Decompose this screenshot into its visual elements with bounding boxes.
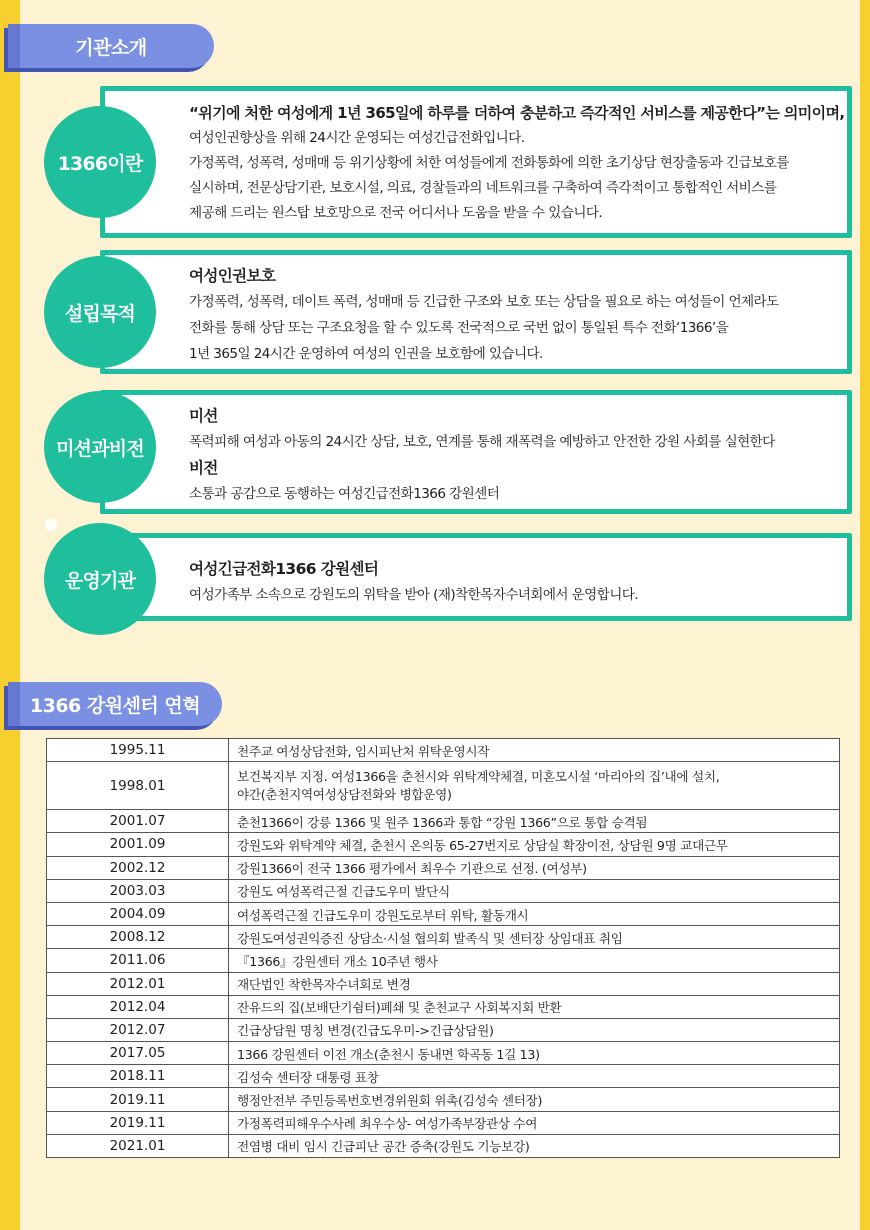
mission-text: 폭력피해 여성과 아동의 24시간 상담, 보호, 연계를 통해 재폭력을 예방하고 안전한 강원 사회를 실현한다: [189, 434, 775, 450]
history-description: 천주교 여성상담전화, 임시피난처 위탁운영시작: [229, 739, 840, 762]
history-description: 가정폭력피해우수사례 최우수상- 여성가족부장관상 수여: [229, 1111, 840, 1134]
history-description: 강원1366이 전국 1366 평가에서 최우수 기관으로 선정. (여성부): [229, 856, 840, 879]
history-row: [47, 739, 840, 762]
history-row: [47, 1111, 840, 1134]
history-row: [47, 1018, 840, 1041]
history-date: 2012.04: [47, 995, 229, 1018]
history-row: [47, 995, 840, 1018]
history-row: [47, 972, 840, 995]
history-row: [47, 879, 840, 902]
history-row: [47, 1088, 840, 1111]
history-description: 춘천1366이 강릉 1366 및 원주 1366과 통합 “강원 1366”으로 통합 승격됨: [229, 810, 840, 833]
history-date: 2002.12: [47, 856, 229, 879]
history-table: [46, 738, 840, 1158]
about-lead-line: “위기에 처한 여성에게 1년 365일에 하루를 더하여 충분하고 즉각적인 서비스를 제공한다”는 의미이며,: [189, 104, 845, 122]
history-date: 2012.07: [47, 1018, 229, 1041]
mission-vision-circle-label: 미션과비전: [44, 391, 156, 503]
history-date: 2018.11: [47, 1065, 229, 1088]
section-tab-history-label: 1366 강원센터 연혁: [29, 694, 201, 717]
mission-heading: 미션: [189, 407, 218, 425]
history-row: [47, 926, 840, 949]
operator-text: 여성가족부 소속으로 강원도의 위탁을 받아 (재)착한목자수녀회에서 운영합니다.: [189, 587, 638, 603]
purpose-line: 1년 365일 24시간 운영하여 여성의 인권을 보호함에 있습니다.: [189, 346, 543, 362]
section-tab-intro: [8, 24, 214, 68]
left-side-bar: [0, 0, 20, 1230]
history-description: 강원도여성권익증진 상담소·시설 협의회 발족식 및 센터장 상임대표 취임: [229, 926, 840, 949]
history-date: 2019.11: [47, 1088, 229, 1111]
history-description: 재단법인 착한목자수녀회로 변경: [229, 972, 840, 995]
intro-box-mission-vision: [100, 390, 852, 514]
history-description: 행정안전부 주민등록번호변경위원회 위촉(김성숙 센터장): [229, 1088, 840, 1111]
purpose-circle-label: 설립목적: [44, 256, 156, 368]
about-line: 제공해 드리는 원스탑 보호망으로 전국 어디서나 도움을 받을 수 있습니다.: [189, 205, 603, 221]
about-line: 실시하며, 전문상담기관, 보호시설, 의료, 경찰들과의 네트워크를 구축하여 즉각적이고 통합적인 서비스를: [189, 180, 777, 196]
history-date: 2001.07: [47, 810, 229, 833]
operator-circle-label: 운영기관: [44, 523, 156, 635]
about-line: 여성인권향상을 위해 24시간 운영되는 여성긴급전화입니다.: [189, 130, 525, 146]
history-date: 2004.09: [47, 902, 229, 925]
history-row: [47, 902, 840, 925]
history-date: 1995.11: [47, 739, 229, 762]
history-row: [47, 949, 840, 972]
vision-heading: 비전: [189, 459, 218, 477]
history-description: 강원도와 위탁계약 체결, 춘천시 온의동 65-27번지로 상담실 확장이전, 상담원 9명 교대근무: [229, 833, 840, 856]
decorative-dot: [45, 519, 57, 531]
history-description: 여성폭력근절 긴급도우미 강원도로부터 위탁, 활동개시: [229, 902, 840, 925]
history-row: [47, 810, 840, 833]
history-row: [47, 762, 840, 810]
purpose-line: 가정폭력, 성폭력, 데이트 폭력, 성매매 등 긴급한 구조와 보호 또는 상담을 필요로 하는 여성들이 언제라도: [189, 294, 779, 310]
history-date: 2021.01: [47, 1134, 229, 1157]
history-description: 강원도 여성폭력근절 긴급도우미 발단식: [229, 879, 840, 902]
purpose-line: 전화를 통해 상담 또는 구조요청을 할 수 있도록 전국적으로 국번 없이 통일된 특수 전화‘1366’을: [189, 320, 729, 336]
history-description: 긴급상담원 명칭 변경(긴급도우미->긴급상담원): [229, 1018, 840, 1041]
history-row: [47, 1134, 840, 1157]
about-line: 가정폭력, 성폭력, 성매매 등 위기상황에 처한 여성들에게 전화통화에 의한 초기상담 현장출동과 긴급보호를: [189, 155, 789, 171]
history-date: 2017.05: [47, 1042, 229, 1065]
history-description: 보건복지부 지정. 여성1366을 춘천시와 위탁계약체결, 미혼모시설 ‘마리아의 집’내에 설치, 야간(춘천지역여성상담전화와 병합운영): [229, 762, 840, 810]
history-date: 2019.11: [47, 1111, 229, 1134]
intro-box-about: [100, 86, 852, 238]
history-row: [47, 856, 840, 879]
history-date: 2003.03: [47, 879, 229, 902]
history-date: 2001.09: [47, 833, 229, 856]
history-row: [47, 1065, 840, 1088]
vision-text: 소통과 공감으로 동행하는 여성긴급전화1366 강원센터: [189, 486, 500, 502]
history-date: 2012.01: [47, 972, 229, 995]
history-description: 1366 강원센터 이전 개소(춘천시 동내면 학곡동 1길 13): [229, 1042, 840, 1065]
about-circle-label: 1366이란: [44, 106, 156, 218]
right-side-bar: [860, 0, 870, 1230]
operator-heading: 여성긴급전화1366 강원센터: [189, 560, 379, 578]
history-description: 『1366』강원센터 개소 10주년 행사: [229, 949, 840, 972]
intro-box-purpose: [100, 250, 852, 374]
history-description: 김성숙 센터장 대통령 표창: [229, 1065, 840, 1088]
history-row: [47, 833, 840, 856]
purpose-heading: 여성인권보호: [189, 267, 276, 285]
history-description: 잔유드의 집(보배단기쉼터)폐쇄 및 춘천교구 사회복지회 반환: [229, 995, 840, 1018]
history-date: 1998.01: [47, 762, 229, 810]
history-date: 2008.12: [47, 926, 229, 949]
section-tab-intro-label: 기관소개: [75, 36, 147, 59]
section-tab-history: [8, 682, 222, 726]
history-date: 2011.06: [47, 949, 229, 972]
history-description: 전염병 대비 임시 긴급피난 공간 증축(강원도 기능보강): [229, 1134, 840, 1157]
history-row: [47, 1042, 840, 1065]
intro-box-operator: [100, 533, 852, 621]
